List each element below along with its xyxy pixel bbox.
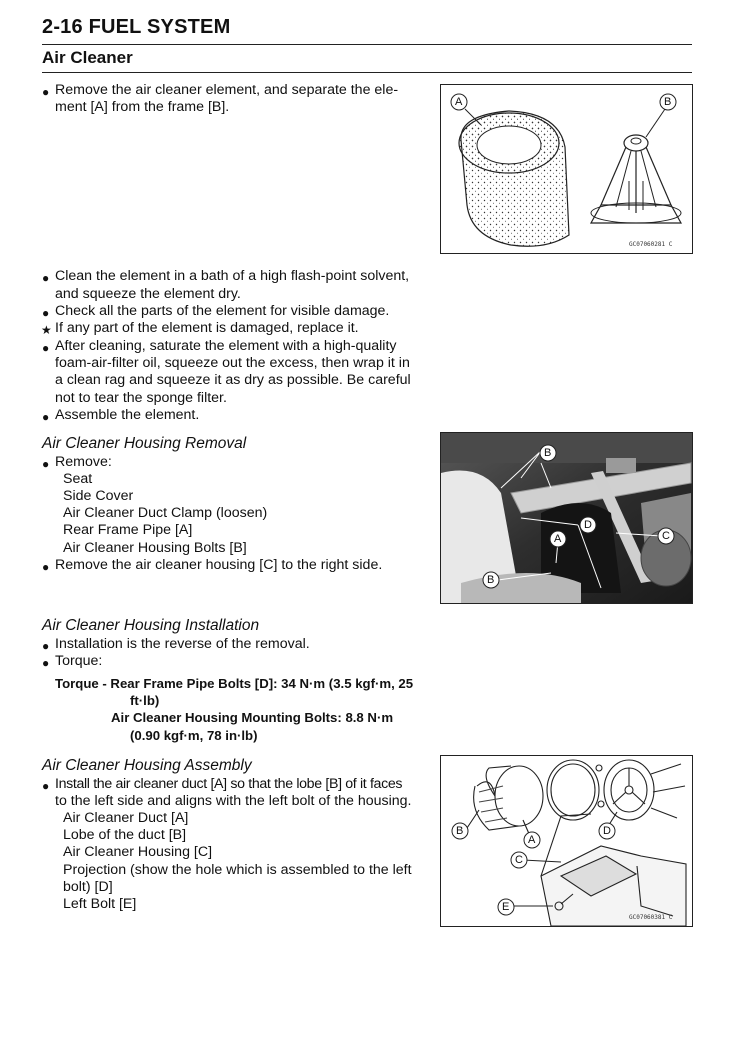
bullet-icon: ● — [42, 639, 50, 653]
bullet-icon: ● — [42, 560, 50, 574]
header-rule — [42, 44, 692, 45]
bullet-icon: ● — [42, 306, 50, 320]
callout-d: D — [603, 825, 611, 837]
assembly-heading: Air Cleaner Housing Assembly — [42, 757, 252, 774]
text-line: Installation is the reverse of the removal. — [55, 636, 310, 652]
removal-heading: Air Cleaner Housing Removal — [42, 435, 247, 452]
list-item: Air Cleaner Duct [A] — [63, 810, 189, 826]
torque-spec: ft·lb) — [130, 693, 160, 708]
assembly-illustration — [441, 756, 692, 926]
torque-spec: Torque - Rear Frame Pipe Bolts [D]: 34 N·m (3.5 kgf·m, 25 — [55, 676, 414, 691]
subheader-rule — [42, 72, 692, 73]
text-line: foam-air-filter oil, squeeze out the excess, then wrap it in — [55, 355, 410, 371]
list-item: Air Cleaner Housing Bolts [B] — [63, 540, 247, 556]
callout-d: D — [584, 519, 592, 531]
text-line: a clean rag and squeeze it as dry as possible. Be careful — [55, 372, 411, 388]
callout-b: B — [544, 447, 552, 459]
list-item: Lobe of the duct [B] — [63, 827, 187, 843]
list-item: Side Cover — [63, 488, 134, 504]
figure-code: GC07060281 C — [629, 241, 673, 248]
text-line: Remove: — [55, 454, 112, 470]
element-frame-illustration — [441, 85, 692, 253]
figure-element-frame — [440, 84, 693, 254]
list-item: Air Cleaner Housing [C] — [63, 844, 213, 860]
figure-code: GC07060381 C — [629, 914, 673, 921]
text-line: Remove the air cleaner housing [C] to the right side. — [55, 557, 383, 573]
text-line: to the left side and aligns with the left bolt of the housing. — [55, 793, 412, 809]
text-line: Torque: — [55, 653, 103, 669]
callout-b: B — [487, 574, 495, 586]
callout-a: A — [455, 96, 463, 108]
housing-photo — [441, 433, 692, 603]
torque-spec: (0.90 kgf·m, 78 in·lb) — [130, 728, 258, 743]
torque-spec: Air Cleaner Housing Mounting Bolts: 8.8 N·m — [111, 710, 394, 725]
callout-c: C — [662, 530, 670, 542]
text-line: Check all the parts of the element for visible damage. — [55, 303, 390, 319]
text-line: and squeeze the element dry. — [55, 286, 241, 302]
callout-a: A — [528, 834, 536, 846]
subsection-title: Air Cleaner — [42, 48, 133, 67]
list-item: Seat — [63, 471, 93, 487]
callout-e: E — [502, 901, 510, 913]
bullet-icon: ● — [42, 779, 50, 793]
text-line: Install the air cleaner duct [A] so that the lobe [B] of it faces — [55, 776, 403, 792]
list-item: Air Cleaner Duct Clamp (loosen) — [63, 505, 268, 521]
bullet-icon: ● — [42, 85, 50, 99]
callout-b: B — [664, 96, 672, 108]
callout-c: C — [515, 854, 523, 866]
figure-housing-photo — [440, 432, 693, 604]
list-item: Rear Frame Pipe [A] — [63, 522, 193, 538]
text-line: ment [A] from the frame [B]. — [55, 99, 230, 115]
text-line: Assemble the element. — [55, 407, 200, 423]
installation-heading: Air Cleaner Housing Installation — [42, 617, 260, 634]
text-line: Clean the element in a bath of a high flash-point solvent, — [55, 268, 410, 284]
list-item: Left Bolt [E] — [63, 896, 137, 912]
list-item: Projection (show the hole which is assembled to the left — [63, 862, 412, 878]
text-line: not to tear the sponge filter. — [55, 390, 227, 406]
bullet-icon: ● — [42, 271, 50, 285]
bullet-icon: ● — [42, 341, 50, 355]
text-line: If any part of the element is damaged, replace it. — [55, 320, 359, 336]
bullet-icon: ● — [42, 457, 50, 471]
bullet-icon: ● — [42, 656, 50, 670]
list-item: bolt) [D] — [63, 879, 113, 895]
bullet-icon: ● — [42, 410, 50, 424]
callout-b: B — [456, 825, 464, 837]
section-title: 2-16 FUEL SYSTEM — [42, 16, 231, 38]
star-icon: ★ — [41, 323, 52, 337]
text-line: Remove the air cleaner element, and separate the ele- — [55, 82, 399, 98]
callout-a: A — [554, 533, 562, 545]
figure-assembly-diagram — [440, 755, 693, 927]
text-line: After cleaning, saturate the element with a high-quality — [55, 338, 397, 354]
